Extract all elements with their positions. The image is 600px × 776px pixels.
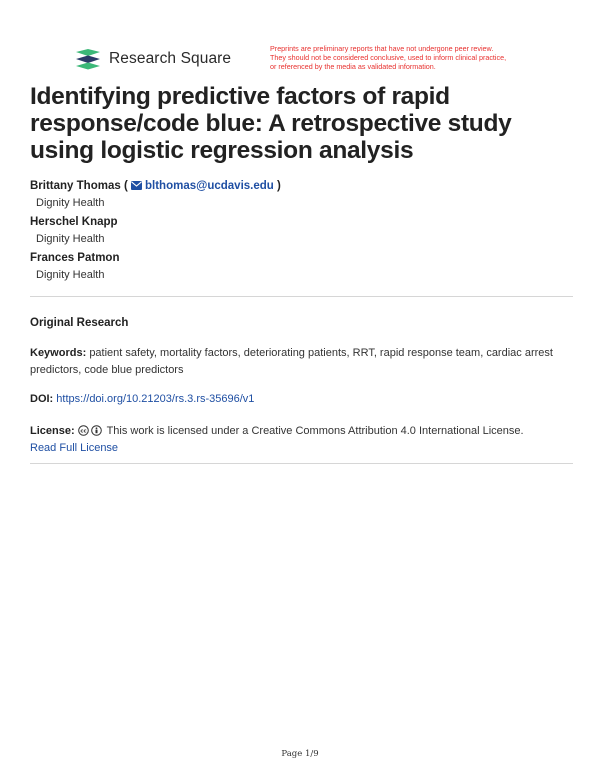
license [30, 423, 575, 457]
paper-title: Identifying predictive factors of rapid response/code blue: A retrospective study using logistic regression analysis [30, 83, 512, 164]
research-square-logo-icon [74, 48, 102, 70]
author-name: Frances Patmon [30, 252, 120, 264]
author-affiliation: Dignity Health [36, 269, 105, 281]
keywords [30, 345, 575, 379]
keywords-text: patient safety, mortality factors, deteriorating patients, RRT, rapid response team, cardiac arrest predictors, code blue predictors [30, 347, 553, 376]
preprint-disclaimer [270, 44, 560, 71]
email-close-paren: ) [277, 180, 281, 192]
divider [30, 463, 573, 464]
read-full-license-link[interactable]: Read Full License [30, 442, 119, 454]
email-open-paren: ( [123, 180, 128, 192]
author-email-group [124, 180, 281, 192]
keywords-label: Keywords: [30, 347, 87, 359]
author-name-text: Brittany Thomas [30, 180, 121, 192]
attribution-icon [91, 425, 102, 436]
disclaimer-line: Preprints are preliminary reports that have not undergone peer review. [270, 44, 494, 53]
author-email-link[interactable]: blthomas@ucdavis.edu [145, 180, 274, 192]
author-affiliation: Dignity Health [36, 233, 105, 245]
logo-word-research: Research [109, 50, 177, 67]
doi [30, 393, 254, 405]
author-affiliation: Dignity Health [36, 197, 105, 209]
disclaimer-line: They should not be considered conclusive, used to inform clinical practice, [270, 53, 507, 62]
svg-text:cc: cc [80, 428, 87, 435]
license-label: License: [30, 425, 75, 437]
author-name [30, 180, 281, 192]
logo-wordmark [109, 50, 231, 68]
creative-commons-icon [78, 425, 89, 436]
disclaimer-line: or referenced by the media as validated information. [270, 62, 436, 71]
article-type: Original Research [30, 317, 129, 329]
envelope-icon [131, 181, 142, 190]
author-name: Herschel Knapp [30, 216, 118, 228]
logo-word-square: Square [180, 50, 232, 67]
research-square-logo[interactable] [74, 48, 231, 70]
doi-label: DOI: [30, 393, 54, 405]
license-text: This work is licensed under a Creative Commons Attribution 4.0 International License. [106, 425, 524, 437]
page-number: Page 1/9 [281, 749, 319, 759]
divider [30, 296, 573, 297]
doi-link[interactable]: https://doi.org/10.21203/rs.3.rs-35696/v1 [56, 393, 255, 405]
